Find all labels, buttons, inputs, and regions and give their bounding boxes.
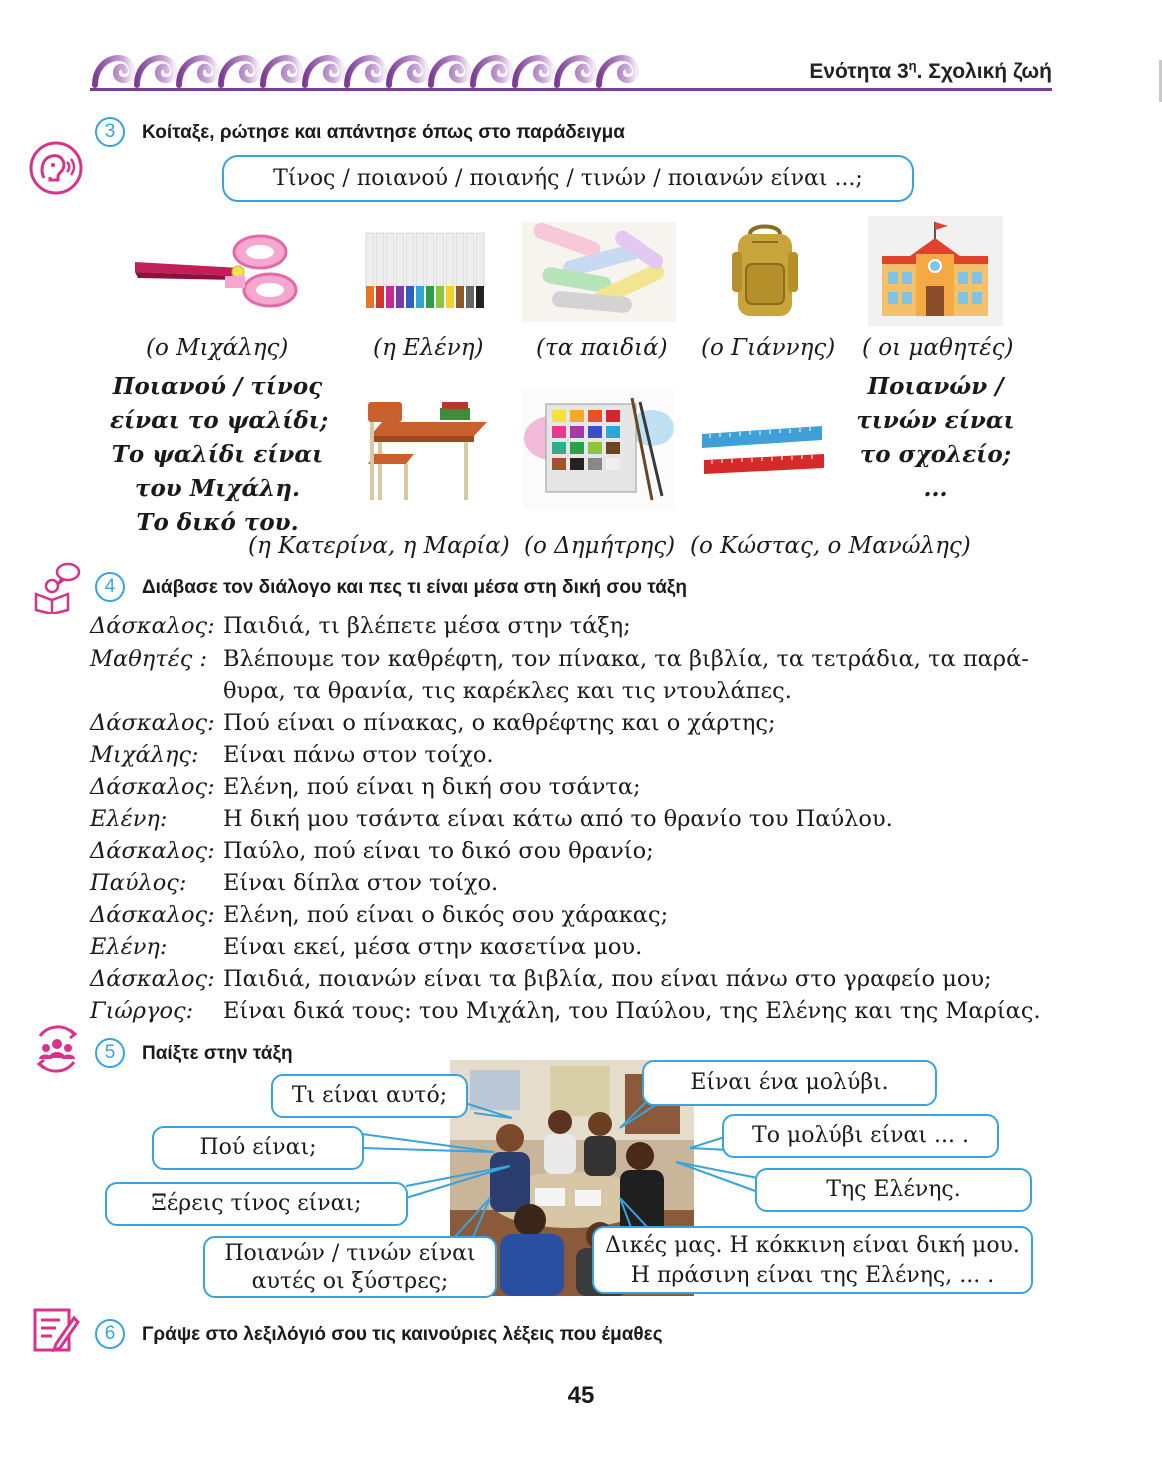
line-text: θυρα, τα θρανία, τις καρέκλες και τις ντουλάπες. (223, 678, 792, 704)
header-wave-ornament (90, 45, 660, 91)
bubble-a-pencil: Είναι ένα μολύβι. (642, 1060, 937, 1106)
example-answer-left: Ποιανού / τίνος είναι το ψαλίδι; Το ψαλίδι είναι του Μιχάλη. Το δικό του. (110, 373, 329, 536)
header-rule (90, 88, 1052, 91)
question-pill: Τίνος / ποιανού / ποιανής / τινών / ποιανών είναι ...; (222, 155, 914, 202)
exercise-number-3: 3 (95, 117, 125, 147)
line-text: Είναι εκεί, μέσα στην κασετίνα μου. (223, 934, 643, 960)
speaker: Δάσκαλος: (90, 613, 215, 639)
chalk-picture (522, 222, 676, 322)
line-text: Πού είναι ο πίνακας, ο καθρέφτης και ο χάρτης; (223, 710, 776, 736)
example-question-right: Ποιανών / τινών είναι το σχολείο; ... (856, 373, 1015, 502)
owner-label-paints: (ο Δημήτρης) (524, 533, 676, 559)
owner-label-scissors: (ο Μιχάλης) (146, 335, 289, 361)
speaker: Μαθητές : (90, 646, 208, 672)
owner-label-desk: (η Κατερίνα, η Μαρία) (248, 533, 510, 559)
speaker: Δάσκαλος: (90, 902, 215, 928)
owner-label-pens: (η Ελένη) (373, 335, 484, 361)
school-desk-picture (362, 392, 494, 504)
speaker: Δάσκαλος: (90, 774, 215, 800)
speaker: Ελένη: (90, 806, 168, 832)
line-text: Η δική μου τσάντα είναι κάτω από το θρανίο του Παύλου. (223, 806, 893, 832)
reading-dialogue-icon (32, 562, 82, 614)
rulers-picture (700, 422, 826, 482)
speaking-icon (28, 140, 84, 196)
line-text: Παύλο, πού είναι το δικό σου θρανίο; (223, 838, 654, 864)
bubble-pencil-is: Το μολύβι είναι ... . (722, 1114, 999, 1158)
bubble-ours: Δικές μας. Η κόκκινη είναι δική μου. Η πράσινη είναι της Ελένης, ... . (592, 1226, 1033, 1294)
bubble-whose-erasers: Ποιανών / τινών είναι αυτές οι ξύστρες; (203, 1236, 497, 1298)
owner-label-rulers: (ο Κώστας, ο Μανώλης) (690, 533, 971, 559)
line-text: Ελένη, πού είναι η δική σου τσάντα; (223, 774, 641, 800)
speaker: Μιχάλης: (90, 742, 199, 768)
bubble-whose-is-it: Ξέρεις τίνος είναι; (105, 1182, 408, 1226)
scissors-picture (130, 232, 300, 312)
bubble-elenis: Της Ελένης. (755, 1168, 1032, 1212)
watercolor-paints-picture (522, 388, 674, 510)
bubble-what-is-it: Τι είναι αυτό; (271, 1074, 468, 1118)
speaker: Γιώργος: (90, 998, 194, 1024)
group-play-icon (30, 1022, 84, 1076)
owner-label-backpack: (ο Γιάννης) (701, 335, 836, 361)
exercise-3-heading: Κοίταξε, ρώτησε και απάντησε όπως στο παράδειγμα (142, 122, 625, 143)
line-text: Είναι δίπλα στον τοίχο. (223, 870, 499, 896)
felt-pens-picture (358, 228, 498, 318)
speaker: Δάσκαλος: (90, 838, 215, 864)
exercise-number-4: 4 (95, 572, 125, 602)
exercise-number-6: 6 (95, 1319, 125, 1349)
speaker: Δάσκαλος: (90, 710, 215, 736)
line-text: Παιδιά, τι βλέπετε μέσα στην τάξη; (223, 613, 631, 639)
speaker: Δάσκαλος: (90, 966, 215, 992)
exercise-6-heading: Γράψε στο λεξιλόγιό σου τις καινούριες λέξεις που έμαθες (142, 1324, 663, 1345)
page-number: 45 (567, 1382, 595, 1409)
backpack-picture (728, 222, 802, 322)
exercise-number-5: 5 (95, 1038, 125, 1068)
line-text: Είναι δικά τους: του Μιχάλη, του Παύλου, της Ελένης και της Μαρίας. (223, 998, 1041, 1024)
exercise-5-heading: Παίξτε στην τάξη (142, 1043, 293, 1064)
line-text: Είναι πάνω στον τοίχο. (223, 742, 494, 768)
line-text: Παιδιά, ποιανών είναι τα βιβλία, που είναι πάνω στο γραφείο μου; (223, 966, 992, 992)
school-building-picture (868, 216, 1003, 326)
speaker: Παύλος: (90, 870, 187, 896)
line-text: Ελένη, πού είναι ο δικός σου χάρακας; (223, 902, 669, 928)
owner-label-school: ( οι μαθητές) (862, 335, 1014, 361)
writing-icon (32, 1306, 80, 1354)
line-text: Βλέπουμε τον καθρέφτη, τον πίνακα, τα βιβλία, τα τετράδια, τα παρά- (223, 646, 1029, 672)
exercise-4-heading: Διάβασε τον διάλογο και πες τι είναι μέσα στη δική σου τάξη (142, 577, 687, 598)
unit-title: Ενότητα $3^\eta$. Σχολική ζωή (809, 58, 1052, 83)
speaker: Ελένη: (90, 934, 168, 960)
owner-label-chalk: (τα παιδιά) (536, 335, 668, 361)
bubble-where-is-it: Πού είναι; (152, 1126, 364, 1170)
